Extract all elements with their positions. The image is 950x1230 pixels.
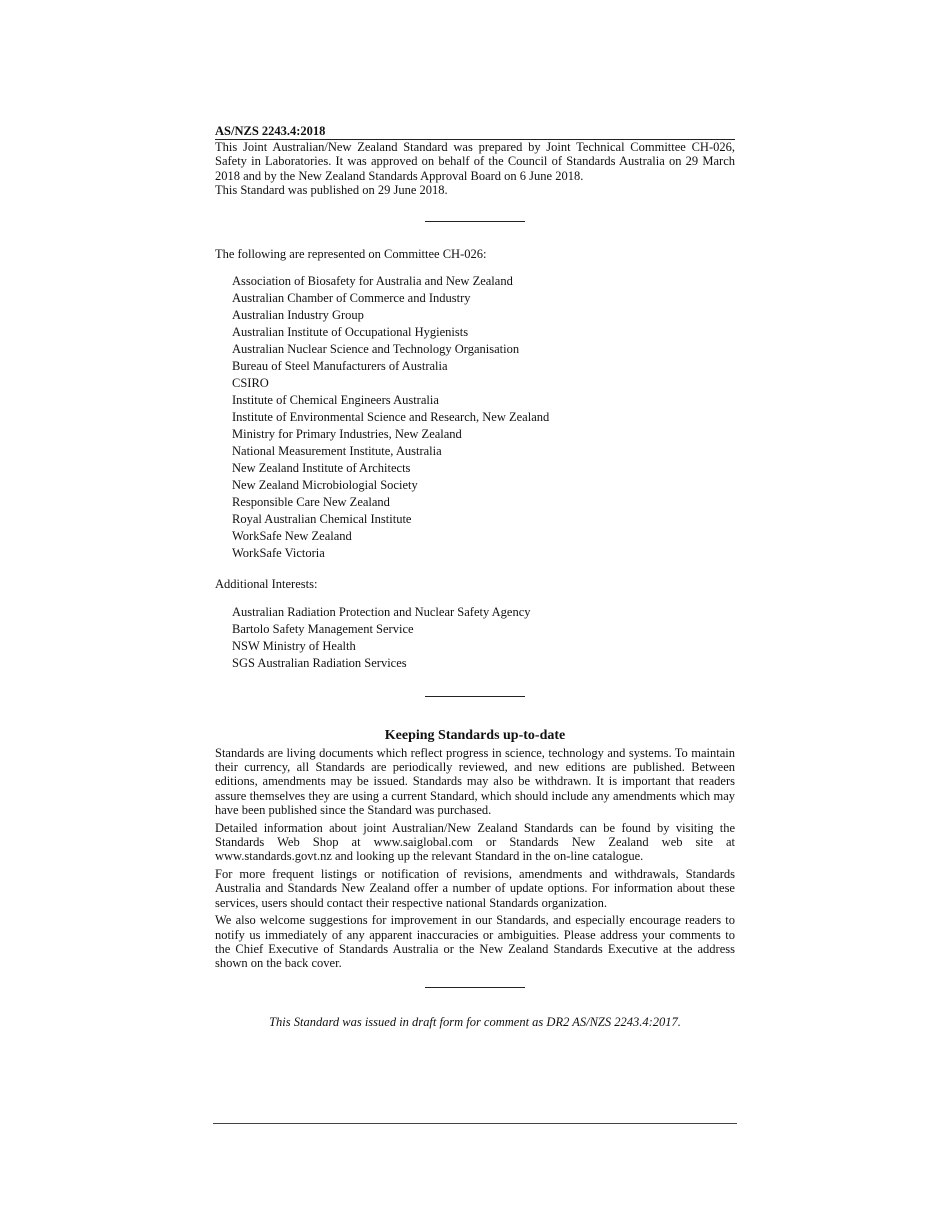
list-item: Institute of Chemical Engineers Australia: [232, 392, 439, 407]
bottom-rule: [213, 1123, 737, 1124]
list-item: Bartolo Safety Management Service: [232, 621, 414, 636]
preparation-paragraph: This Joint Australian/New Zealand Standard was prepared by Joint Technical Committee CH-026, Safety in Laboratories. It was approved on behalf of the Council of Standards Australia on 29 March 2018 and by the New Zealand Standards Approval Board on 6 June 2018.: [215, 140, 735, 183]
committee-member-list: [215, 273, 735, 562]
published-line: This Standard was published on 29 June 2018.: [215, 183, 448, 198]
list-item: National Measurement Institute, Australia: [232, 443, 442, 458]
list-item: Bureau of Steel Manufacturers of Australia: [232, 358, 448, 373]
list-item: WorkSafe New Zealand: [232, 528, 352, 543]
list-item: SGS Australian Radiation Services: [232, 655, 407, 670]
list-item: Association of Biosafety for Australia and New Zealand: [232, 273, 513, 288]
committee-intro: The following are represented on Committee CH-026:: [215, 246, 487, 261]
standard-identifier: AS/NZS 2243.4:2018: [215, 124, 735, 140]
list-item: Australian Nuclear Science and Technology Organisation: [232, 341, 520, 356]
keeping-paragraph: For more frequent listings or notification of revisions, amendments and withdrawals, Standards Australia and Standards New Zealand offer a number of update options. For information about these services, users should contact their respective national Standards organization.: [215, 866, 735, 910]
list-item: NSW Ministry of Health: [232, 638, 356, 653]
list-item: Australian Industry Group: [232, 307, 364, 322]
list-item: Ministry for Primary Industries, New Zealand: [232, 426, 462, 441]
additional-interests-list: [215, 604, 735, 672]
keeping-paragraph: We also welcome suggestions for improvement in our Standards, and especially encourage readers to notify us immediately of any apparent inaccuracies or ambiguities. Please address your comments to the Chief Executive of Standards Australia or the New Zealand Standards Executive at the address shown on the back cover.: [215, 913, 735, 971]
draft-note: This Standard was issued in draft form for comment as DR2 AS/NZS 2243.4:2017.: [269, 1014, 681, 1029]
list-item: WorkSafe Victoria: [232, 545, 325, 560]
list-item: Royal Australian Chemical Institute: [232, 511, 412, 526]
list-item: CSIRO: [232, 375, 269, 390]
list-item: Responsible Care New Zealand: [232, 494, 390, 509]
keeping-paragraph: Detailed information about joint Australian/New Zealand Standards can be found by visiting the Standards Web Shop at www.saiglobal.com or Standards New Zealand web site at www.standards.govt.nz and looking up the relevant Standard in the on-line catalogue.: [215, 820, 735, 864]
list-item: Institute of Environmental Science and Research, New Zealand: [232, 409, 550, 424]
keeping-paragraph: Standards are living documents which reflect progress in science, technology and systems. To maintain their currency, all Standards are periodically reviewed, and new editions are published. Between editions, amendments may be issued. Standards may also be withdrawn. It is important that readers assure themselves they are using a current Standard, which should include any amendments which may have been published since the Standard was purchased.: [215, 745, 735, 818]
list-item: Australian Institute of Occupational Hygienists: [232, 324, 469, 339]
list-item: Australian Radiation Protection and Nuclear Safety Agency: [232, 604, 531, 619]
list-item: New Zealand Microbiologial Society: [232, 477, 418, 492]
document-page: [215, 124, 735, 1030]
additional-interests-intro: Additional Interests:: [215, 576, 318, 591]
list-item: New Zealand Institute of Architects: [232, 460, 411, 475]
keeping-standards-heading: Keeping Standards up-to-date: [384, 727, 566, 743]
list-item: Australian Chamber of Commerce and Industry: [232, 290, 471, 305]
